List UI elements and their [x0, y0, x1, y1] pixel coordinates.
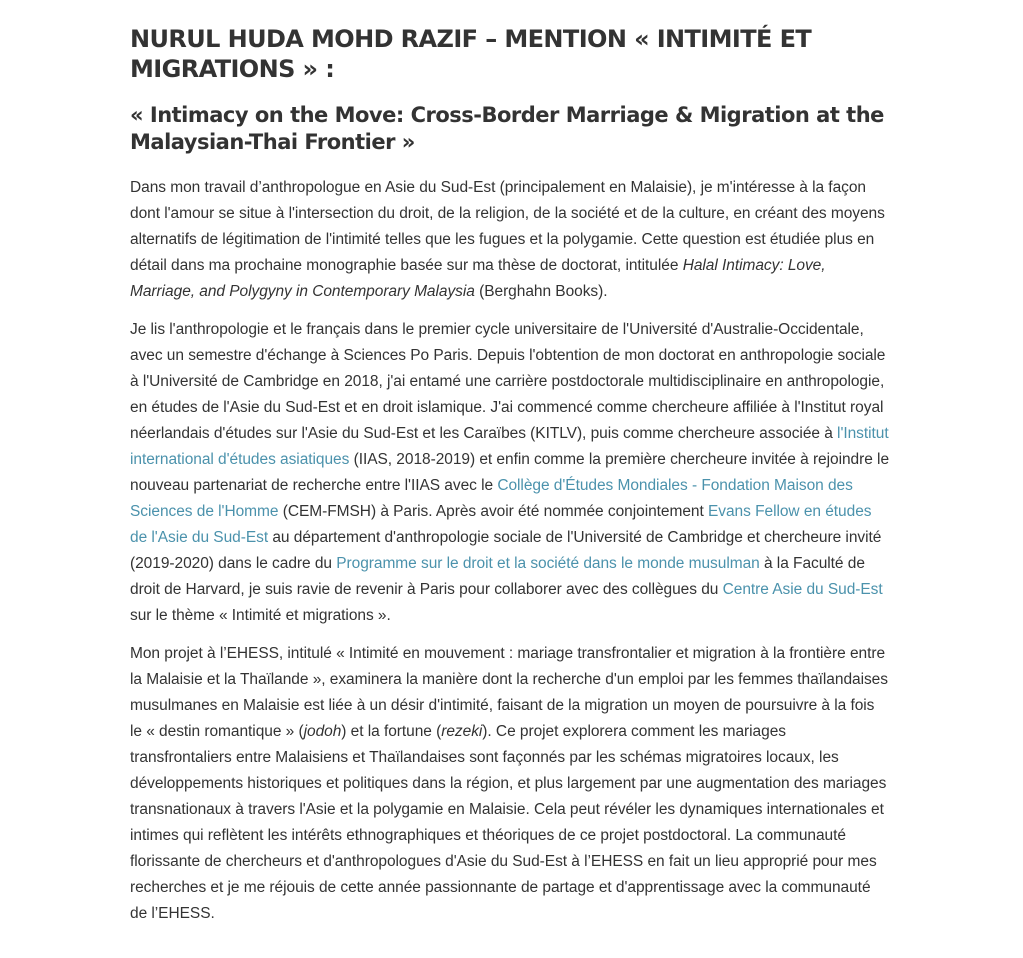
paragraph-ehess-project: [130, 641, 890, 927]
paragraph-text: ) et la fortune (: [341, 723, 442, 740]
paragraph-text: (CEM-FMSH) à Paris. Après avoir été nommée conjointement: [278, 503, 708, 520]
link-islamic-law-program[interactable]: Programme sur le droit et la société dans le monde musulman: [336, 555, 760, 572]
link-centre-asie-sud-est[interactable]: Centre Asie du Sud-Est: [722, 581, 883, 598]
paragraph-text: Dans mon travail d’anthropologue en Asie du Sud-Est (principalement en Malaisie), je m'intéresse à la façon dont l'amour se situe à l'intersection du droit, de la religion, de la société et de la culture, en créant des moyens alternatifs de légitimation de l'intimité telles que les fugues et la polygamie. Cette question est étudiée plus en détail dans ma prochaine monographie basée sur ma thèse de doctorat, intitulée: [130, 179, 885, 274]
book-title: Halal Intimacy: Love, Marriage, and Polygyny in Contemporary Malaysia: [130, 257, 826, 300]
paragraph-text: (IIAS, 2018-2019) et enfin comme la première chercheure invitée à rejoindre le nouveau partenariat de recherche entre l'IIAS avec le: [130, 451, 890, 494]
link-iias[interactable]: l'Institut international d'études asiatiques: [130, 425, 889, 468]
page-title: NURUL HUDA MOHD RAZIF – MENTION « INTIMITÉ ET MIGRATIONS » :: [130, 25, 812, 83]
paragraph-text: à la Faculté de droit de Harvard, je suis ravie de revenir à Paris pour collaborer avec des collègues du: [130, 555, 865, 598]
paragraph-career: [130, 317, 890, 629]
paragraph-text: Je lis l'anthropologie et le français dans le premier cycle universitaire de l'Université d'Australie-Occidentale, avec un semestre d'échange à Sciences Po Paris. Depuis l'obtention de mon doctorat en anthropologie sociale à l'Université de Cambridge en 2018, j'ai entamé une carrière postdoctorale multidisciplinaire en anthropologie, en études de l'Asie du Sud-Est et en droit islamique. J'ai commencé comme chercheure affiliée à l'Institut royal néerlandais d'études sur l'Asie du Sud-Est et les Caraïbes (KITLV), puis comme chercheure associée à: [130, 321, 886, 442]
paragraph-text: Mon projet à l’EHESS, intitulé « Intimité en mouvement : mariage transfrontalier et migration à la frontière entre la Malaisie et la Thaïlande », examinera la manière dont la recherche d'un emploi par les femmes thaïlandaises musulmanes en Malaisie est liée à un désir d'intimité, faisant de la migration un moyen de poursuivre à la fois le « destin romantique » (: [130, 645, 888, 740]
paragraph-research-intro: [130, 175, 890, 305]
paragraph-text: sur le thème « Intimité et migrations ».: [130, 607, 391, 624]
paragraph-text: au département d'anthropologie sociale de l'Université de Cambridge et chercheure invité (2019-2020) dans le cadre du: [130, 529, 882, 572]
article: [130, 24, 890, 927]
link-evans-fellow[interactable]: Evans Fellow en études de l'Asie du Sud-Est: [130, 503, 872, 546]
term-jodoh: jodoh: [303, 723, 342, 740]
link-cem-fmsh[interactable]: Collège d'Études Mondiales - Fondation Maison des Sciences de l'Homme: [130, 477, 853, 520]
paragraph-text: ). Ce projet explorera comment les mariages transfrontaliers entre Malaisiens et Thaïlandaises sont façonnés par les schémas migratoires locaux, les développements historiques et politiques dans la région, et plus largement par une augmentation des mariages transnationaux à travers l'Asie et la polygamie en Malaisie. Cela peut révéler les dynamiques internationales et intimes qui reflètent les intérêts ethnographiques et théoriques de ce projet postdoctoral. La communauté florissante de chercheurs et d'anthropologues d'Asie du Sud-Est à l’EHESS en fait un lieu approprié pour mes recherches et je me réjouis de cette année passionnante de partage et d'apprentissage avec la communauté de l’EHESS.: [130, 723, 887, 922]
paragraph-text: (Berghahn Books).: [474, 283, 608, 300]
project-subtitle: « Intimacy on the Move: Cross-Border Marriage & Migration at the Malaysian-Thai Frontier »: [130, 103, 884, 154]
term-rezeki: rezeki: [441, 723, 483, 740]
